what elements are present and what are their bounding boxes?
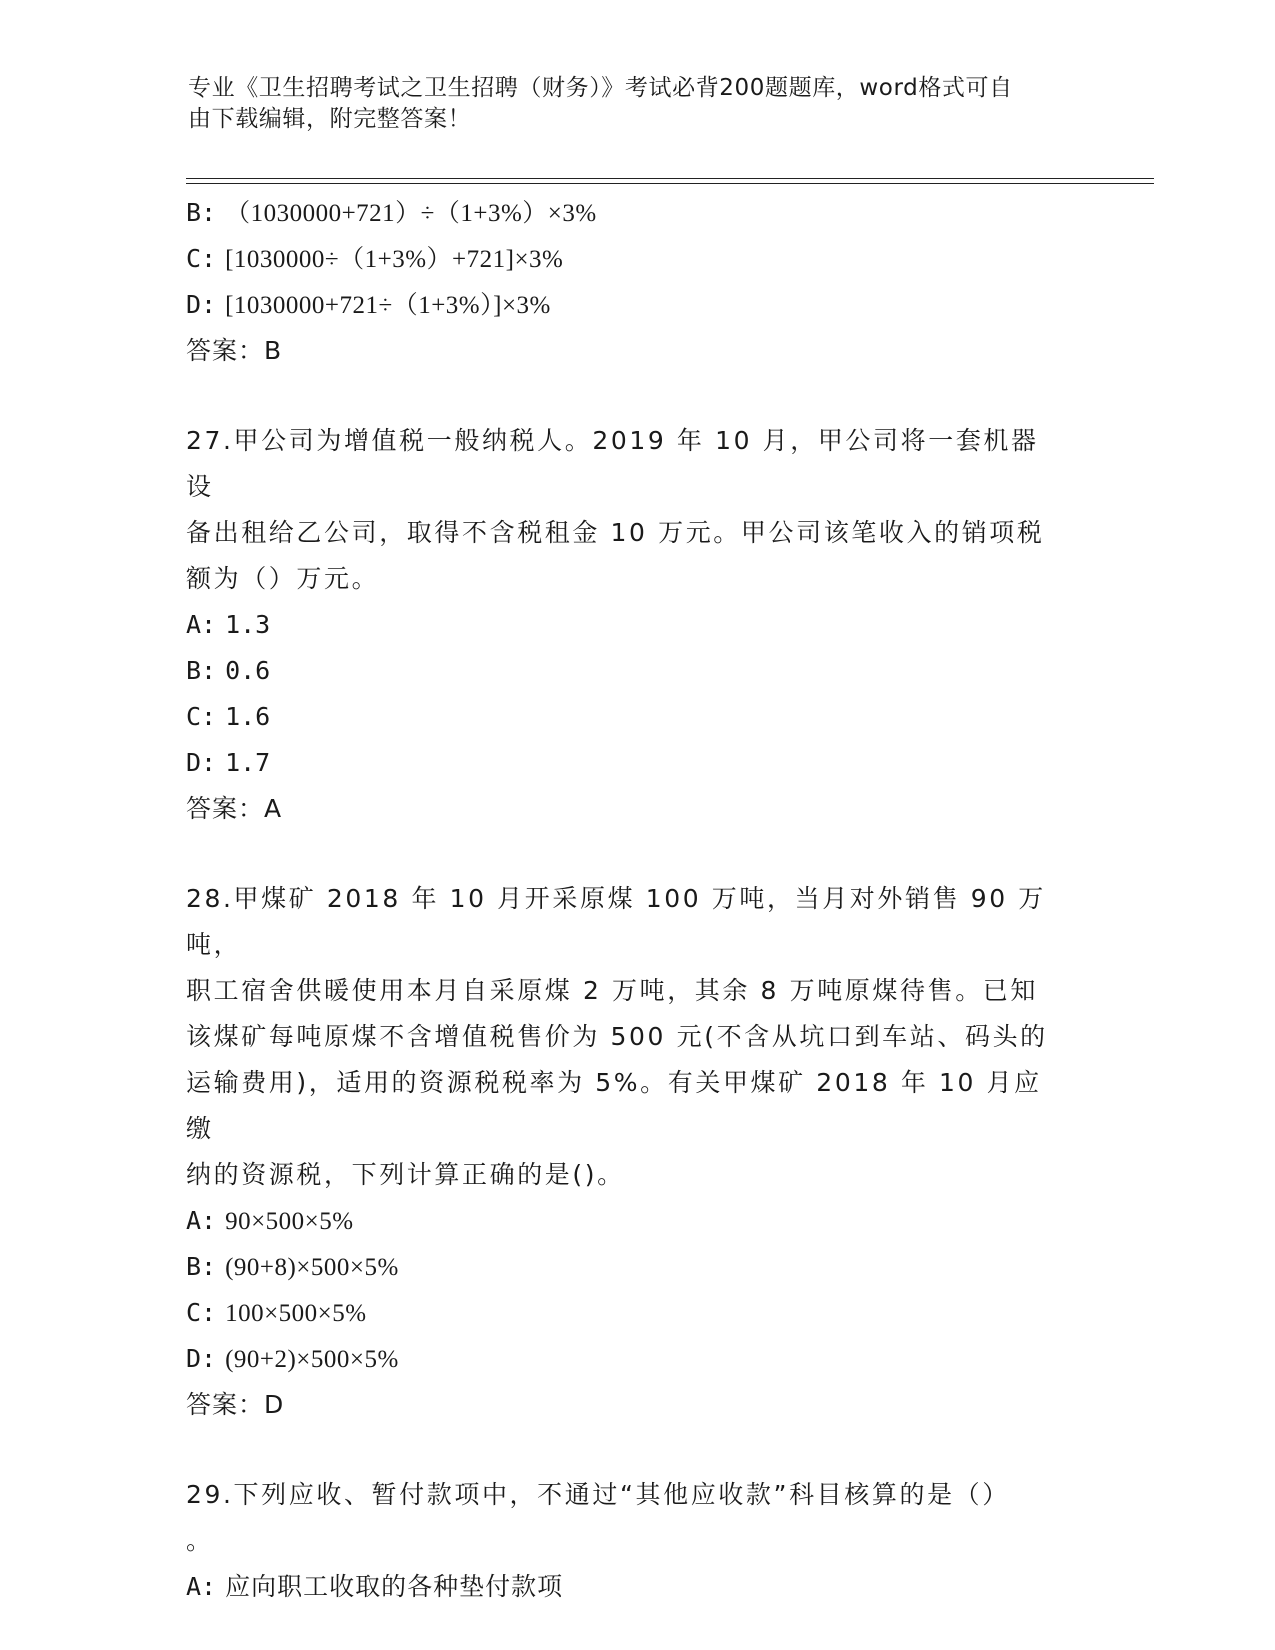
option-a: [186, 602, 1086, 648]
option-a: [186, 1198, 1086, 1244]
question-text: [186, 1472, 1066, 1564]
question-text: [186, 876, 1066, 1198]
option-text: 1.7: [225, 748, 271, 777]
option-b: [186, 648, 1086, 694]
answer: 答案：B: [186, 336, 283, 365]
option-b: [186, 1244, 1086, 1290]
question-line: 纳的资源税，下列计算正确的是()。: [186, 1160, 625, 1189]
question-line: 额为（）万元。: [186, 564, 380, 593]
option-d: [186, 740, 1086, 786]
option-key: C:: [186, 1298, 217, 1327]
option-a: [186, 1564, 1086, 1610]
question-27: [186, 418, 1086, 832]
question-line: 。: [186, 1526, 214, 1555]
option-b: [186, 190, 1086, 236]
document-header: [188, 73, 1068, 135]
option-text: [1030000÷（1+3%）+721]×3%: [225, 246, 564, 273]
header-divider-top: [186, 178, 1154, 179]
answer: 答案：A: [186, 794, 283, 823]
option-text: 0.6: [225, 656, 271, 685]
option-key: C:: [186, 244, 217, 273]
header-line-1: 专业《卫生招聘考试之卫生招聘（财务）》考试必背200题题库，word格式可自: [188, 75, 1013, 101]
question-line: 27.甲公司为增值税一般纳税人。2019 年 10 月，甲公司将一套机器设: [186, 426, 1039, 501]
option-key: B:: [186, 1252, 217, 1281]
question-line: 该煤矿每吨原煤不含增值税售价为 500 元(不含从坑口到车站、码头的: [186, 1022, 1048, 1051]
option-c: [186, 236, 1086, 282]
option-c: [186, 694, 1086, 740]
question-line: 职工宿舍供暖使用本月自采原煤 2 万吨，其余 8 万吨原煤待售。已知: [186, 976, 1039, 1005]
question-content: [186, 190, 1086, 1610]
option-key: D:: [186, 748, 217, 777]
question-line: 28.甲煤矿 2018 年 10 月开采原煤 100 万吨，当月对外销售 90 万吨，: [186, 884, 1046, 959]
option-key: A:: [186, 1206, 217, 1235]
question-29: [186, 1472, 1086, 1610]
question-line: 备出租给乙公司，取得不含税租金 10 万元。甲公司该笔收入的销项税: [186, 518, 1045, 547]
question-line: 运输费用)，适用的资源税税率为 5%。有关甲煤矿 2018 年 10 月应缴: [186, 1068, 1042, 1143]
option-key: A:: [186, 1572, 217, 1601]
option-text: (90+2)×500×5%: [225, 1346, 399, 1373]
question-26-tail: [186, 190, 1086, 374]
option-d: [186, 282, 1086, 328]
option-text: (90+8)×500×5%: [225, 1254, 399, 1281]
header-divider-bottom: [186, 183, 1154, 184]
option-c: [186, 1290, 1086, 1336]
option-key: B:: [186, 656, 217, 685]
option-text: 90×500×5%: [225, 1208, 354, 1235]
option-key: C:: [186, 702, 217, 731]
answer: 答案：D: [186, 1390, 285, 1419]
option-text: 应向职工收取的各种垫付款项: [225, 1572, 564, 1601]
option-key: A:: [186, 610, 217, 639]
option-key: D:: [186, 290, 217, 319]
option-text: [1030000+721÷（1+3%）]×3%: [225, 292, 551, 319]
option-text: 100×500×5%: [225, 1300, 367, 1327]
option-d: [186, 1336, 1086, 1382]
option-key: D:: [186, 1344, 217, 1373]
option-text: 1.3: [225, 610, 271, 639]
option-text: （1030000+721）÷（1+3%）×3%: [225, 200, 597, 227]
question-text: [186, 418, 1066, 602]
question-line: 29.下列应收、暂付款项中，不通过“其他应收款”科目核算的是（）: [186, 1480, 1010, 1509]
question-28: [186, 876, 1086, 1428]
option-key: B:: [186, 198, 217, 227]
option-text: 1.6: [225, 702, 271, 731]
header-line-2: 由下载编辑，附完整答案！: [188, 106, 472, 132]
